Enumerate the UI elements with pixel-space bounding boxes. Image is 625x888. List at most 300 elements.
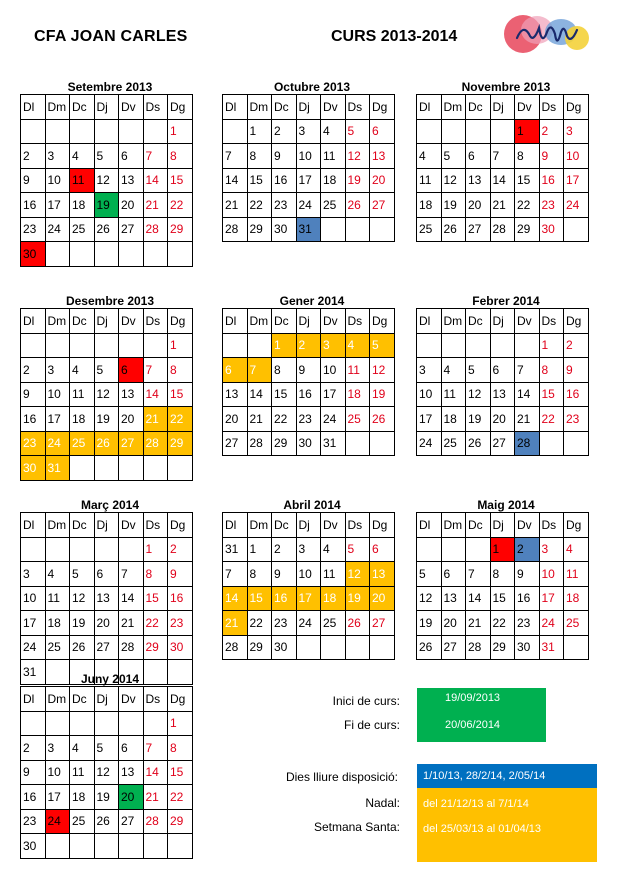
- day-cell: 18: [321, 168, 346, 193]
- day-cell: 3: [21, 562, 46, 587]
- day-cell: 1: [515, 119, 540, 144]
- course-end-value: 20/06/2014: [417, 708, 546, 742]
- day-cell: 2: [296, 333, 321, 358]
- day-cell: 24: [45, 431, 70, 456]
- day-cell: 16: [21, 785, 46, 810]
- empty-cell: [370, 635, 395, 660]
- course-start-label: Inici de curs:: [332, 694, 400, 708]
- day-cell: 11: [321, 144, 346, 169]
- day-cell: 5: [466, 358, 491, 383]
- day-cell: 13: [94, 586, 119, 611]
- day-cell: 16: [21, 193, 46, 218]
- day-cell: 26: [466, 431, 491, 456]
- empty-cell: [119, 119, 144, 144]
- weekday-header: Dm: [441, 95, 466, 120]
- day-cell: 12: [94, 760, 119, 785]
- weekday-header: Dm: [441, 309, 466, 334]
- day-cell: 1: [168, 119, 193, 144]
- day-cell: 5: [345, 537, 370, 562]
- weekday-header: Dg: [564, 95, 589, 120]
- weekday-header: Dl: [417, 309, 442, 334]
- day-cell: 13: [119, 168, 144, 193]
- day-cell: 19: [441, 193, 466, 218]
- day-cell: 5: [70, 562, 95, 587]
- day-cell: 22: [272, 407, 297, 432]
- day-cell: 25: [345, 407, 370, 432]
- month-grid: [20, 686, 193, 859]
- day-cell: 22: [168, 193, 193, 218]
- day-cell: 12: [94, 382, 119, 407]
- weekday-header: Ds: [539, 309, 564, 334]
- day-cell: 25: [70, 809, 95, 834]
- weekday-header: Dm: [247, 95, 272, 120]
- day-cell: 1: [168, 711, 193, 736]
- day-cell: 5: [94, 144, 119, 169]
- day-cell: 19: [94, 785, 119, 810]
- day-cell: 7: [466, 562, 491, 587]
- day-cell: 27: [370, 611, 395, 636]
- day-cell: 27: [223, 431, 248, 456]
- day-cell: 2: [272, 537, 297, 562]
- empty-cell: [70, 834, 95, 859]
- day-cell: 7: [247, 358, 272, 383]
- day-cell: 3: [45, 144, 70, 169]
- weekday-header: Dj: [296, 95, 321, 120]
- day-cell: 28: [515, 431, 540, 456]
- day-cell: 24: [296, 193, 321, 218]
- day-cell: 6: [223, 358, 248, 383]
- weekday-header: Dj: [94, 513, 119, 538]
- day-cell: 14: [247, 382, 272, 407]
- day-cell: 11: [417, 168, 442, 193]
- weekday-header: Ds: [143, 513, 168, 538]
- day-cell: 3: [45, 736, 70, 761]
- day-cell: 6: [119, 144, 144, 169]
- day-cell: 30: [272, 217, 297, 242]
- day-cell: 11: [70, 382, 95, 407]
- day-cell: 3: [417, 358, 442, 383]
- day-cell: 13: [223, 382, 248, 407]
- day-cell: 1: [247, 119, 272, 144]
- weekday-header: Dc: [466, 513, 491, 538]
- weekday-header: Dc: [272, 309, 297, 334]
- weekday-header: Dg: [370, 513, 395, 538]
- month-title: Novembre 2013: [461, 80, 551, 94]
- day-cell: 21: [143, 193, 168, 218]
- day-cell: 2: [21, 144, 46, 169]
- day-cell: 27: [94, 635, 119, 660]
- day-cell: 20: [490, 407, 515, 432]
- day-cell: 2: [515, 537, 540, 562]
- day-cell: 16: [564, 382, 589, 407]
- day-cell: 15: [515, 168, 540, 193]
- weekday-header: Ds: [345, 95, 370, 120]
- month-title: Octubre 2013: [273, 80, 351, 94]
- day-cell: 20: [223, 407, 248, 432]
- day-cell: 26: [370, 407, 395, 432]
- day-cell: 4: [45, 562, 70, 587]
- weekday-header: Dv: [119, 309, 144, 334]
- weekday-header: Dc: [466, 309, 491, 334]
- day-cell: 28: [490, 217, 515, 242]
- easter-label: Setmana Santa:: [313, 820, 400, 834]
- weekday-header: Dv: [321, 513, 346, 538]
- day-cell: 19: [94, 193, 119, 218]
- day-cell: 5: [370, 333, 395, 358]
- empty-cell: [70, 711, 95, 736]
- day-cell: 6: [370, 537, 395, 562]
- day-cell: 16: [272, 168, 297, 193]
- day-cell: 19: [417, 611, 442, 636]
- day-cell: 9: [21, 760, 46, 785]
- day-cell: 8: [168, 358, 193, 383]
- day-cell: 21: [223, 193, 248, 218]
- day-cell: 8: [168, 736, 193, 761]
- day-cell: 8: [143, 562, 168, 587]
- day-cell: 14: [466, 586, 491, 611]
- day-cell: 9: [168, 562, 193, 587]
- empty-cell: [466, 537, 491, 562]
- day-cell: 9: [539, 144, 564, 169]
- day-cell: 26: [417, 635, 442, 660]
- day-cell: 6: [119, 358, 144, 383]
- day-cell: 7: [119, 562, 144, 587]
- day-cell: 19: [70, 611, 95, 636]
- free-days-label: Dies lliure disposició:: [285, 770, 398, 784]
- weekday-header: Dl: [223, 95, 248, 120]
- day-cell: 17: [296, 168, 321, 193]
- day-cell: 20: [441, 611, 466, 636]
- day-cell: 15: [143, 586, 168, 611]
- empty-cell: [345, 217, 370, 242]
- day-cell: 2: [564, 333, 589, 358]
- day-cell: 1: [272, 333, 297, 358]
- weekday-header: Dl: [21, 513, 46, 538]
- day-cell: 14: [223, 168, 248, 193]
- day-cell: 6: [370, 119, 395, 144]
- day-cell: 28: [223, 217, 248, 242]
- month-grid: [416, 94, 589, 242]
- day-cell: 14: [223, 586, 248, 611]
- day-cell: 7: [223, 562, 248, 587]
- empty-cell: [417, 333, 442, 358]
- day-cell: 23: [272, 611, 297, 636]
- day-cell: 26: [94, 217, 119, 242]
- empty-cell: [466, 333, 491, 358]
- weekday-header: Dm: [45, 687, 70, 712]
- day-cell: 4: [70, 358, 95, 383]
- weekday-header: Dv: [119, 95, 144, 120]
- month-grid: [416, 308, 589, 456]
- day-cell: 26: [94, 809, 119, 834]
- day-cell: 3: [45, 358, 70, 383]
- empty-cell: [539, 431, 564, 456]
- day-cell: 1: [168, 333, 193, 358]
- day-cell: 8: [539, 358, 564, 383]
- day-cell: 23: [272, 193, 297, 218]
- day-cell: 24: [539, 611, 564, 636]
- empty-cell: [466, 119, 491, 144]
- day-cell: 21: [490, 193, 515, 218]
- day-cell: 25: [45, 635, 70, 660]
- weekday-header: Ds: [345, 309, 370, 334]
- day-cell: 10: [45, 168, 70, 193]
- day-cell: 15: [168, 382, 193, 407]
- day-cell: 23: [564, 407, 589, 432]
- day-cell: 21: [119, 611, 144, 636]
- day-cell: 27: [119, 809, 144, 834]
- weekday-header: Dc: [70, 95, 95, 120]
- empty-cell: [223, 119, 248, 144]
- day-cell: 3: [296, 537, 321, 562]
- weekday-header: Dg: [168, 95, 193, 120]
- day-cell: 26: [345, 611, 370, 636]
- empty-cell: [45, 333, 70, 358]
- day-cell: 24: [321, 407, 346, 432]
- month-title: Juny 2014: [80, 672, 140, 686]
- day-cell: 20: [370, 168, 395, 193]
- day-cell: 14: [143, 760, 168, 785]
- day-cell: 18: [321, 586, 346, 611]
- day-cell: 25: [564, 611, 589, 636]
- day-cell: 24: [21, 635, 46, 660]
- day-cell: 31: [539, 635, 564, 660]
- day-cell: 30: [296, 431, 321, 456]
- day-cell: 15: [247, 168, 272, 193]
- day-cell: 3: [321, 333, 346, 358]
- empty-cell: [119, 537, 144, 562]
- weekday-header: Dv: [515, 513, 540, 538]
- day-cell: 30: [21, 242, 46, 267]
- day-cell: 22: [168, 407, 193, 432]
- day-cell: 15: [539, 382, 564, 407]
- empty-cell: [490, 119, 515, 144]
- empty-cell: [94, 119, 119, 144]
- weekday-header: Dj: [490, 309, 515, 334]
- day-cell: 12: [370, 358, 395, 383]
- day-cell: 23: [515, 611, 540, 636]
- day-cell: 11: [45, 586, 70, 611]
- day-cell: 14: [143, 168, 168, 193]
- day-cell: 9: [564, 358, 589, 383]
- month-grid: [222, 94, 395, 242]
- day-cell: 21: [143, 407, 168, 432]
- empty-cell: [45, 537, 70, 562]
- day-cell: 18: [45, 611, 70, 636]
- weekday-header: Dv: [515, 309, 540, 334]
- day-cell: 10: [321, 358, 346, 383]
- empty-cell: [21, 537, 46, 562]
- weekday-header: Ds: [345, 513, 370, 538]
- day-cell: 26: [94, 431, 119, 456]
- day-cell: 15: [168, 168, 193, 193]
- day-cell: 17: [45, 193, 70, 218]
- empty-cell: [94, 456, 119, 481]
- empty-cell: [94, 242, 119, 267]
- day-cell: 12: [466, 382, 491, 407]
- day-cell: 6: [466, 144, 491, 169]
- day-cell: 25: [321, 193, 346, 218]
- day-cell: 15: [247, 586, 272, 611]
- day-cell: 4: [321, 119, 346, 144]
- day-cell: 18: [564, 586, 589, 611]
- empty-cell: [143, 119, 168, 144]
- day-cell: 10: [296, 144, 321, 169]
- empty-cell: [94, 834, 119, 859]
- day-cell: 7: [490, 144, 515, 169]
- day-cell: 27: [490, 431, 515, 456]
- day-cell: 10: [45, 382, 70, 407]
- day-cell: 13: [370, 144, 395, 169]
- weekday-header: Dj: [490, 513, 515, 538]
- day-cell: 28: [143, 809, 168, 834]
- weekday-header: Dm: [247, 309, 272, 334]
- empty-cell: [119, 242, 144, 267]
- day-cell: 9: [272, 562, 297, 587]
- empty-cell: [168, 242, 193, 267]
- empty-cell: [94, 537, 119, 562]
- day-cell: 13: [490, 382, 515, 407]
- day-cell: 10: [296, 562, 321, 587]
- weekday-header: Dl: [21, 687, 46, 712]
- day-cell: 31: [296, 217, 321, 242]
- weekday-header: Dj: [94, 687, 119, 712]
- empty-cell: [45, 834, 70, 859]
- empty-cell: [45, 119, 70, 144]
- day-cell: 16: [296, 382, 321, 407]
- day-cell: 23: [21, 809, 46, 834]
- empty-cell: [345, 431, 370, 456]
- day-cell: 18: [70, 785, 95, 810]
- empty-cell: [564, 431, 589, 456]
- day-cell: 4: [321, 537, 346, 562]
- empty-cell: [45, 711, 70, 736]
- day-cell: 17: [45, 785, 70, 810]
- empty-cell: [70, 456, 95, 481]
- weekday-header: Dj: [490, 95, 515, 120]
- course-start-value: 19/09/2013: [417, 688, 546, 708]
- empty-cell: [247, 333, 272, 358]
- day-cell: 21: [466, 611, 491, 636]
- day-cell: 7: [223, 144, 248, 169]
- empty-cell: [143, 333, 168, 358]
- weekday-header: Ds: [143, 95, 168, 120]
- day-cell: 22: [168, 785, 193, 810]
- empty-cell: [370, 431, 395, 456]
- day-cell: 3: [564, 119, 589, 144]
- day-cell: 11: [70, 168, 95, 193]
- day-cell: 17: [417, 407, 442, 432]
- empty-cell: [168, 834, 193, 859]
- weekday-header: Dc: [466, 95, 491, 120]
- day-cell: 29: [515, 217, 540, 242]
- day-cell: 16: [272, 586, 297, 611]
- day-cell: 22: [247, 193, 272, 218]
- empty-cell: [321, 217, 346, 242]
- day-cell: 10: [21, 586, 46, 611]
- day-cell: 16: [21, 407, 46, 432]
- day-cell: 8: [490, 562, 515, 587]
- day-cell: 1: [539, 333, 564, 358]
- day-cell: 17: [564, 168, 589, 193]
- day-cell: 6: [490, 358, 515, 383]
- day-cell: 11: [441, 382, 466, 407]
- day-cell: 6: [94, 562, 119, 587]
- day-cell: 13: [119, 382, 144, 407]
- day-cell: 29: [168, 217, 193, 242]
- school-name: CFA JOAN CARLES: [34, 28, 188, 45]
- day-cell: 30: [21, 456, 46, 481]
- day-cell: 27: [466, 217, 491, 242]
- weekday-header: Ds: [143, 309, 168, 334]
- day-cell: 11: [70, 760, 95, 785]
- empty-cell: [168, 456, 193, 481]
- day-cell: 9: [21, 168, 46, 193]
- day-cell: 13: [466, 168, 491, 193]
- easter-value: del 25/03/13 al 01/04/13: [423, 823, 542, 835]
- day-cell: 29: [168, 809, 193, 834]
- day-cell: 7: [143, 358, 168, 383]
- empty-cell: [564, 635, 589, 660]
- day-cell: 14: [143, 382, 168, 407]
- day-cell: 18: [345, 382, 370, 407]
- day-cell: 13: [370, 562, 395, 587]
- day-cell: 16: [515, 586, 540, 611]
- day-cell: 17: [45, 407, 70, 432]
- day-cell: 21: [223, 611, 248, 636]
- weekday-header: Dv: [321, 309, 346, 334]
- day-cell: 9: [21, 382, 46, 407]
- empty-cell: [119, 333, 144, 358]
- weekday-header: Dc: [70, 513, 95, 538]
- empty-cell: [119, 456, 144, 481]
- day-cell: 25: [70, 431, 95, 456]
- day-cell: 9: [272, 144, 297, 169]
- weekday-header: Dm: [45, 309, 70, 334]
- empty-cell: [296, 635, 321, 660]
- month-grid: [222, 512, 395, 660]
- day-cell: 26: [345, 193, 370, 218]
- weekday-header: Dc: [70, 687, 95, 712]
- day-cell: 21: [515, 407, 540, 432]
- day-cell: 25: [321, 611, 346, 636]
- day-cell: 31: [321, 431, 346, 456]
- day-cell: 28: [223, 635, 248, 660]
- day-cell: 12: [417, 586, 442, 611]
- day-cell: 30: [539, 217, 564, 242]
- day-cell: 11: [564, 562, 589, 587]
- empty-cell: [143, 456, 168, 481]
- day-cell: 24: [45, 809, 70, 834]
- empty-cell: [143, 242, 168, 267]
- day-cell: 22: [515, 193, 540, 218]
- day-cell: 25: [441, 431, 466, 456]
- day-cell: 15: [272, 382, 297, 407]
- day-cell: 16: [168, 586, 193, 611]
- day-cell: 9: [515, 562, 540, 587]
- month-title: Gener 2014: [279, 294, 345, 308]
- empty-cell: [70, 242, 95, 267]
- empty-cell: [45, 242, 70, 267]
- christmas-label: Nadal:: [365, 796, 400, 810]
- course-end-label: Fi de curs:: [343, 718, 400, 732]
- day-cell: 17: [296, 586, 321, 611]
- day-cell: 2: [272, 119, 297, 144]
- month-title: Març 2014: [80, 498, 140, 512]
- empty-cell: [441, 119, 466, 144]
- free-days-value: 1/10/13, 28/2/14, 2/05/14: [417, 764, 597, 788]
- month-title: Abril 2014: [283, 498, 341, 512]
